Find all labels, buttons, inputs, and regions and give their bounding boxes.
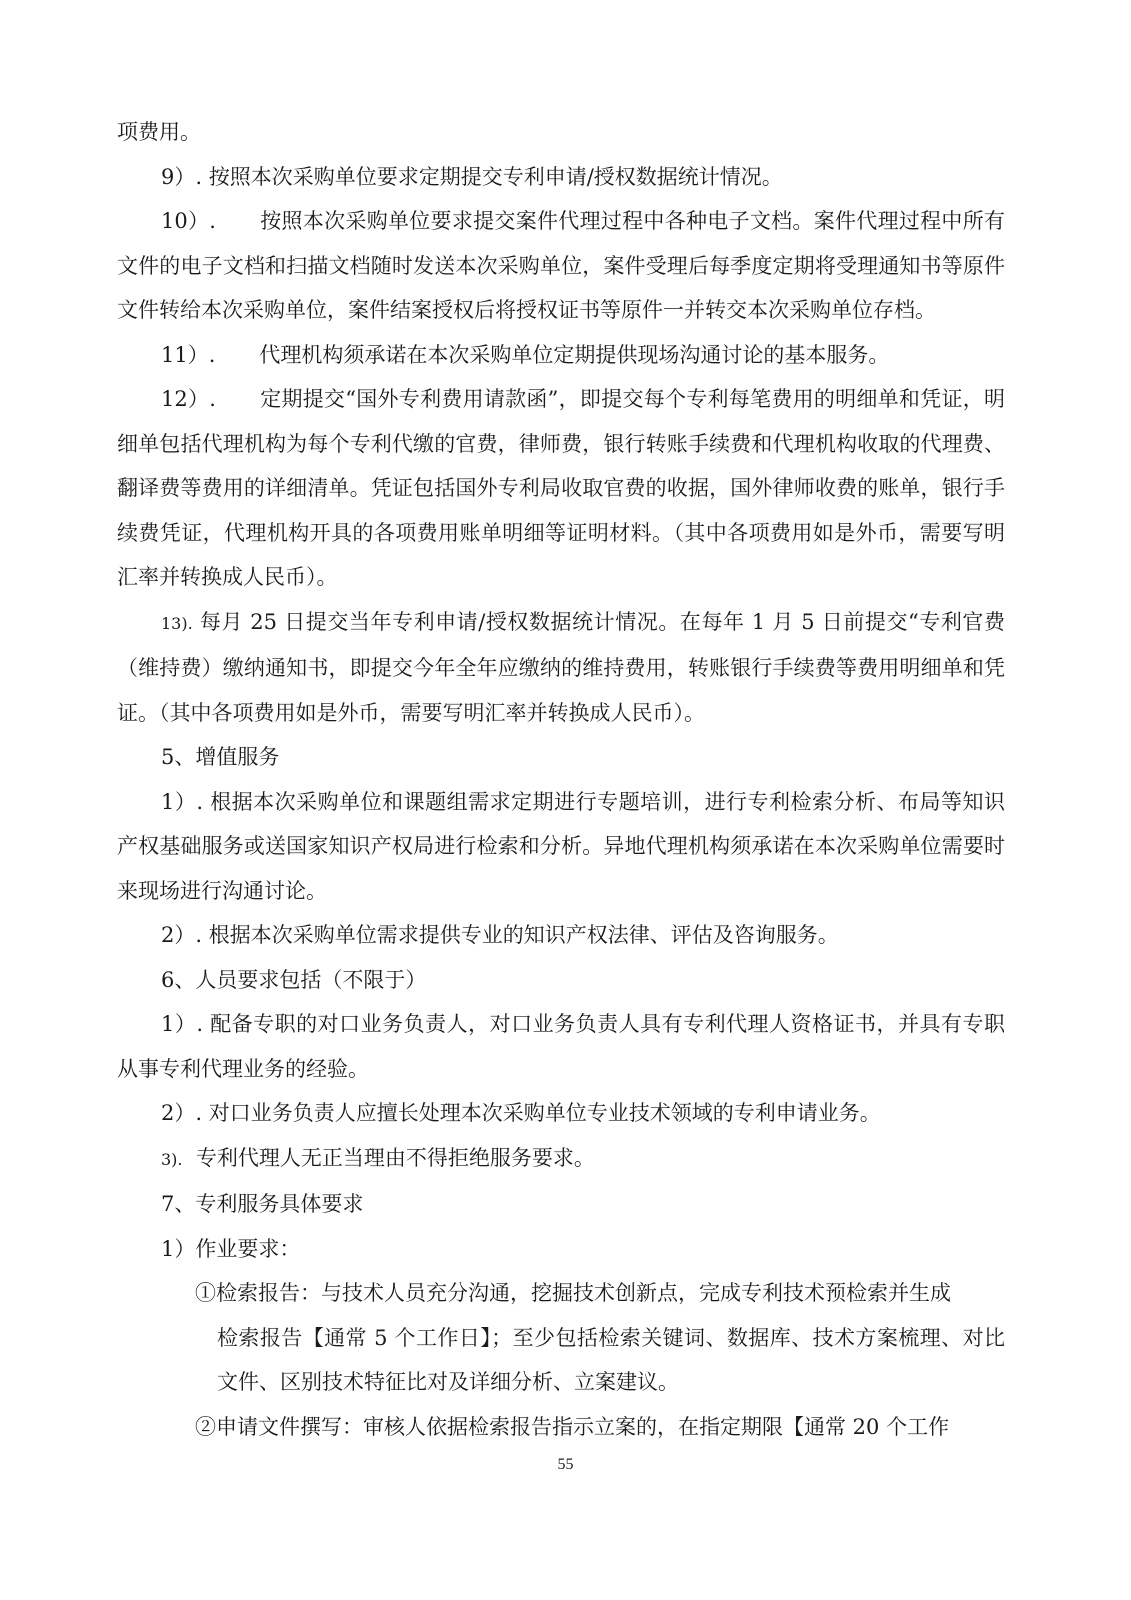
item-12-text: 定期提交“国外专利费用请款函”，即提交每个专利每笔费用的明细单和凭证，明细单包括代理机构为每个专利代缴的官费，律师费，银行转账手续费和代理机构收取的代理费、翻译费等费用的详细清单。凭证包括国外专利局收取官费的收据，国外律师收费的账单，银行手续费凭证，代理机构开具的各项费用账单明细等证明材料。（其中各项费用如是外币，需要写明汇率并转换成人民币）。: [117, 387, 1005, 589]
paragraph-item-11: [117, 333, 1005, 378]
item-11-number: 11）.: [161, 342, 216, 367]
circled-1-continuation: 检索报告【通常 5 个工作日】；至少包括检索关键词、数据库、技术方案梳理、对比文件、区别技术特征比对及详细分析、立案建议。: [217, 1325, 1005, 1394]
section6-item-3-number: 3).: [161, 1149, 183, 1169]
paragraph-item-12: [117, 377, 1005, 600]
item-10-text: 按照本次采购单位要求提交案件代理过程中各种电子文档。案件代理过程中所有文件的电子文档和扫描文档随时发送本次采购单位，案件受理后每季度定期将受理通知书等原件文件转给本次采购单位，案件结案授权后将授权证书等原件一并转交本次采购单位存档。: [117, 209, 1006, 322]
paragraph-circled-1: [195, 1271, 1005, 1405]
paragraph-section6-item-3: [117, 1136, 1005, 1183]
paragraph-section5-item-1: 1）. 根据本次采购单位和课题组需求定期进行专题培训，进行专利检索分析、布局等知识产权基础服务或送国家知识产权局进行检索和分析。异地代理机构须承诺在本次采购单位需要时来现场进行沟通讨论。: [117, 789, 1005, 903]
paragraph-section7-item-1: 1）作业要求：: [161, 1236, 301, 1261]
item-11-text: 代理机构须承诺在本次采购单位定期提供现场沟通讨论的基本服务。: [259, 342, 890, 367]
item-13-text: 每月 25 日提交当年专利申请/授权数据统计情况。在每年 1 月 5 日前提交“专利官费（维持费）缴纳通知书，即提交今年全年应缴纳的维持费用，转账银行手续费等费用明细单和凭证。（其中各项费用如是外币，需要写明汇率并转换成人民币）。: [117, 609, 1005, 725]
section6-item-3-text: 专利代理人无正当理由不得拒绝服务要求。: [195, 1145, 595, 1170]
paragraph-continuation: 项费用。: [117, 120, 201, 144]
paragraph-section6-item-1: 1）. 配备专职的对口业务负责人，对口业务负责人具有专利代理人资格证书，并具有专职从事专利代理业务的经验。: [117, 1012, 1005, 1081]
circled-1-first-line: ①检索报告：与技术人员充分沟通，挖掘技术创新点，完成专利技术预检索并生成: [195, 1281, 951, 1305]
document-body: [117, 110, 1005, 1449]
paragraph-item-13: [117, 600, 1005, 736]
paragraph-item-9: 9）. 按照本次采购单位要求定期提交专利申请/授权数据统计情况。: [161, 164, 783, 189]
paragraph-circled-2: ②申请文件撰写：审核人依据检索报告指示立案的，在指定期限【通常 20 个工作: [195, 1414, 950, 1439]
item-12-number: 12）.: [161, 387, 216, 411]
item-13-number: 13).: [161, 613, 193, 633]
section-heading-7: 7、专利服务具体要求: [161, 1192, 364, 1216]
section-heading-6: 6、人员要求包括（不限于）: [161, 967, 427, 992]
paragraph-section5-item-2: 2）. 根据本次采购单位需求提供专业的知识产权法律、评估及咨询服务。: [161, 923, 839, 947]
paragraph-item-10: [117, 199, 1005, 333]
section-heading-5: 5、增值服务: [161, 745, 280, 769]
page-number: 55: [557, 1456, 574, 1473]
paragraph-section6-item-2: 2）. 对口业务负责人应擅长处理本次采购单位专业技术领域的专利申请业务。: [161, 1101, 881, 1125]
item-10-number: 10）.: [161, 209, 216, 233]
